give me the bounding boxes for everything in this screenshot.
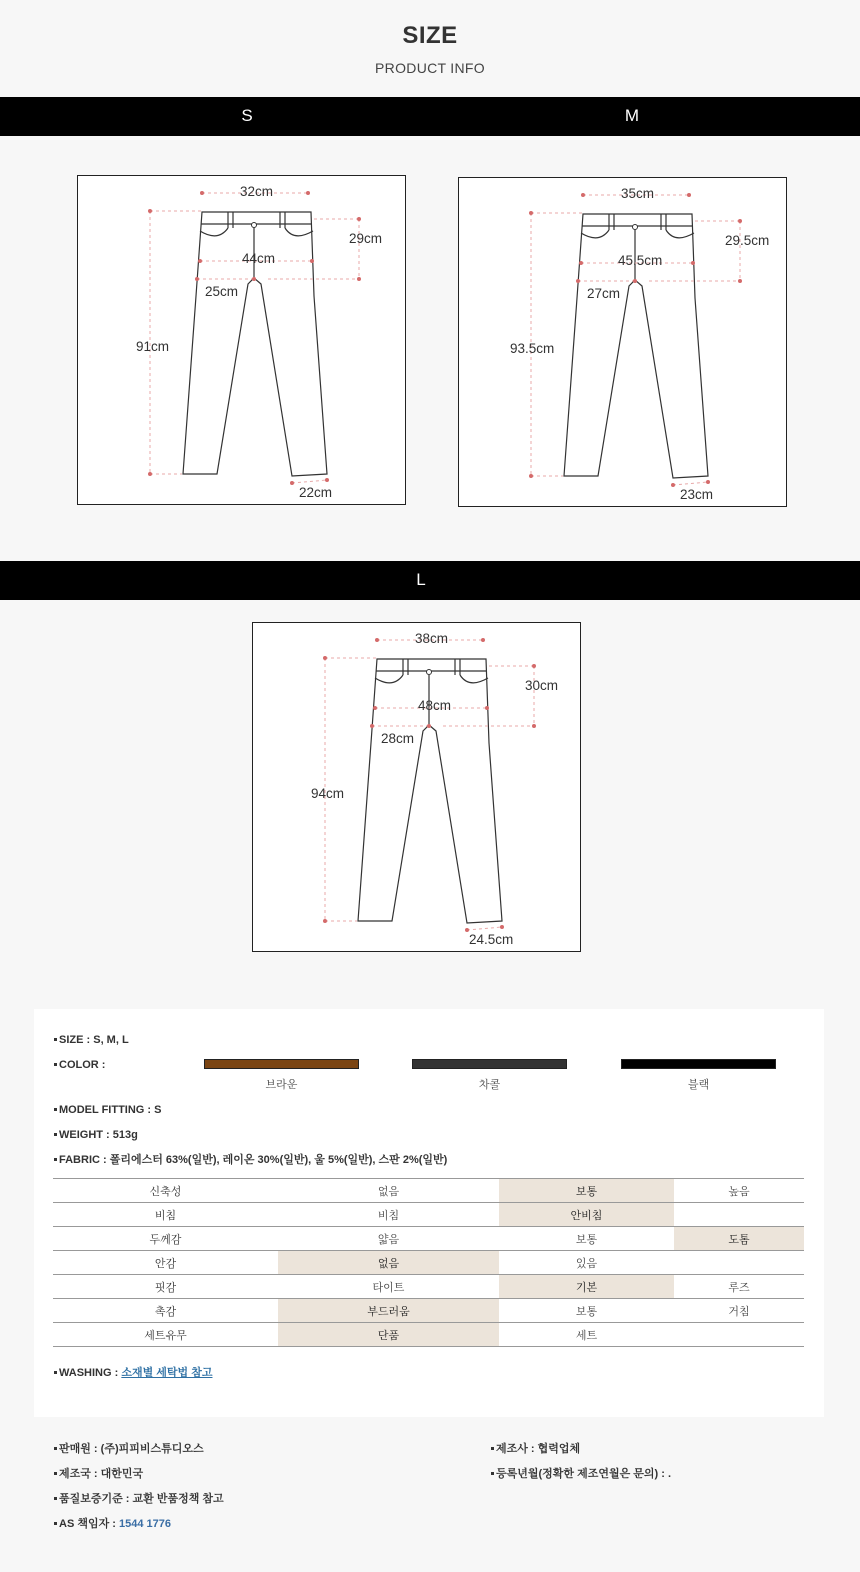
size-band-sm <box>0 97 860 136</box>
hem-measure: 22cm <box>299 485 333 500</box>
pants-illustration <box>78 176 407 506</box>
size-chart-s <box>77 175 406 505</box>
product-info-box <box>34 1009 824 1417</box>
color-row: COLOR : <box>54 1059 105 1072</box>
band-label-m: M <box>624 106 640 125</box>
fabric-value: 폴리에스터 63%(일반), 레이온 30%(일반), 울 5%(일반), 스판 2%(일반) <box>109 1154 448 1166</box>
band-label-l: L <box>416 570 426 589</box>
page-title: SIZE <box>402 22 458 49</box>
size-band-l <box>0 561 860 600</box>
size-chart-l <box>252 622 581 952</box>
color-label-charcoal: 차콜 <box>478 1079 501 1091</box>
waist-measure: 38cm <box>415 631 449 646</box>
fitting-value: S <box>154 1104 162 1116</box>
size-chart-m <box>458 177 787 507</box>
color-swatch-black <box>621 1059 776 1069</box>
as-row: AS 책임자 : 1544 1776 <box>54 1515 171 1531</box>
country-value: 대한민국 <box>100 1468 144 1480</box>
as-phone[interactable]: 1544 1776 <box>119 1518 171 1530</box>
weight-row: WEIGHT : 513g <box>54 1129 138 1142</box>
seller-row: 판매원 : (주)피피비스튜디오스 <box>54 1440 204 1456</box>
size-value: S, M, L <box>93 1034 129 1046</box>
hip-measure: 45.5cm <box>618 253 663 268</box>
maker-value: 협력업체 <box>537 1443 581 1455</box>
maker-row: 제조사 : 협력업체 <box>491 1440 580 1456</box>
size-row: SIZE : S, M, L <box>54 1034 129 1047</box>
fitting-row: MODEL FITTING : S <box>54 1104 161 1117</box>
length-measure: 93.5cm <box>510 341 555 356</box>
rise-measure: 29cm <box>349 231 383 246</box>
color-label-brown: 브라운 <box>265 1079 298 1091</box>
rise-measure: 30cm <box>525 678 559 693</box>
table-row: 비침 비침 안비침 <box>53 1203 804 1227</box>
washing-row: WASHING : 소재별 세탁법 참고 <box>54 1367 212 1380</box>
country-row: 제조국 : 대한민국 <box>54 1465 143 1481</box>
quality-value: 교환 반품정책 참고 <box>132 1493 224 1505</box>
washing-guide-link[interactable]: 소재별 세탁법 참고 <box>121 1367 213 1379</box>
hip-measure: 48cm <box>418 698 452 713</box>
color-swatch-charcoal <box>412 1059 567 1069</box>
waist-measure: 32cm <box>240 184 274 199</box>
date-value: . <box>667 1468 672 1480</box>
seller-value: (주)피피비스튜디오스 <box>100 1443 204 1455</box>
waist-measure: 35cm <box>621 186 655 201</box>
rise-measure: 29.5cm <box>725 233 770 248</box>
thigh-measure: 25cm <box>205 284 239 299</box>
table-row: 신축성 없음 보통 높음 <box>53 1179 804 1203</box>
length-measure: 91cm <box>136 339 170 354</box>
spec-table <box>53 1178 804 1347</box>
hem-measure: 24.5cm <box>469 932 514 947</box>
weight-value: 513g <box>112 1129 138 1141</box>
quality-row: 품질보증기준 : 교환 반품정책 참고 <box>54 1490 224 1506</box>
pants-illustration <box>459 178 788 508</box>
table-row: 세트유무 단품 세트 <box>53 1323 804 1347</box>
hem-measure: 23cm <box>680 487 714 502</box>
color-swatch-brown <box>204 1059 359 1069</box>
color-label-black: 블랙 <box>687 1079 710 1091</box>
pants-illustration <box>253 623 582 953</box>
hip-measure: 44cm <box>242 251 276 266</box>
page-subtitle: PRODUCT INFO <box>375 60 485 76</box>
date-row: 등록년월(정확한 제조연월은 문의) : . <box>491 1465 671 1481</box>
thigh-measure: 27cm <box>587 286 621 301</box>
length-measure: 94cm <box>311 786 345 801</box>
thigh-measure: 28cm <box>381 731 415 746</box>
table-row: 촉감 부드러움 보통 거침 <box>53 1299 804 1323</box>
fabric-row: FABRIC : 폴리에스터 63%(일반), 레이온 30%(일반), 울 5%(일반), 스판 2%(일반) <box>54 1154 447 1167</box>
table-row: 핏감 타이트 기본 루즈 <box>53 1275 804 1299</box>
table-row: 두께감 얇음 보통 도톰 <box>53 1227 804 1251</box>
band-label-s: S <box>241 106 253 125</box>
table-row: 안감 없음 있음 <box>53 1251 804 1275</box>
